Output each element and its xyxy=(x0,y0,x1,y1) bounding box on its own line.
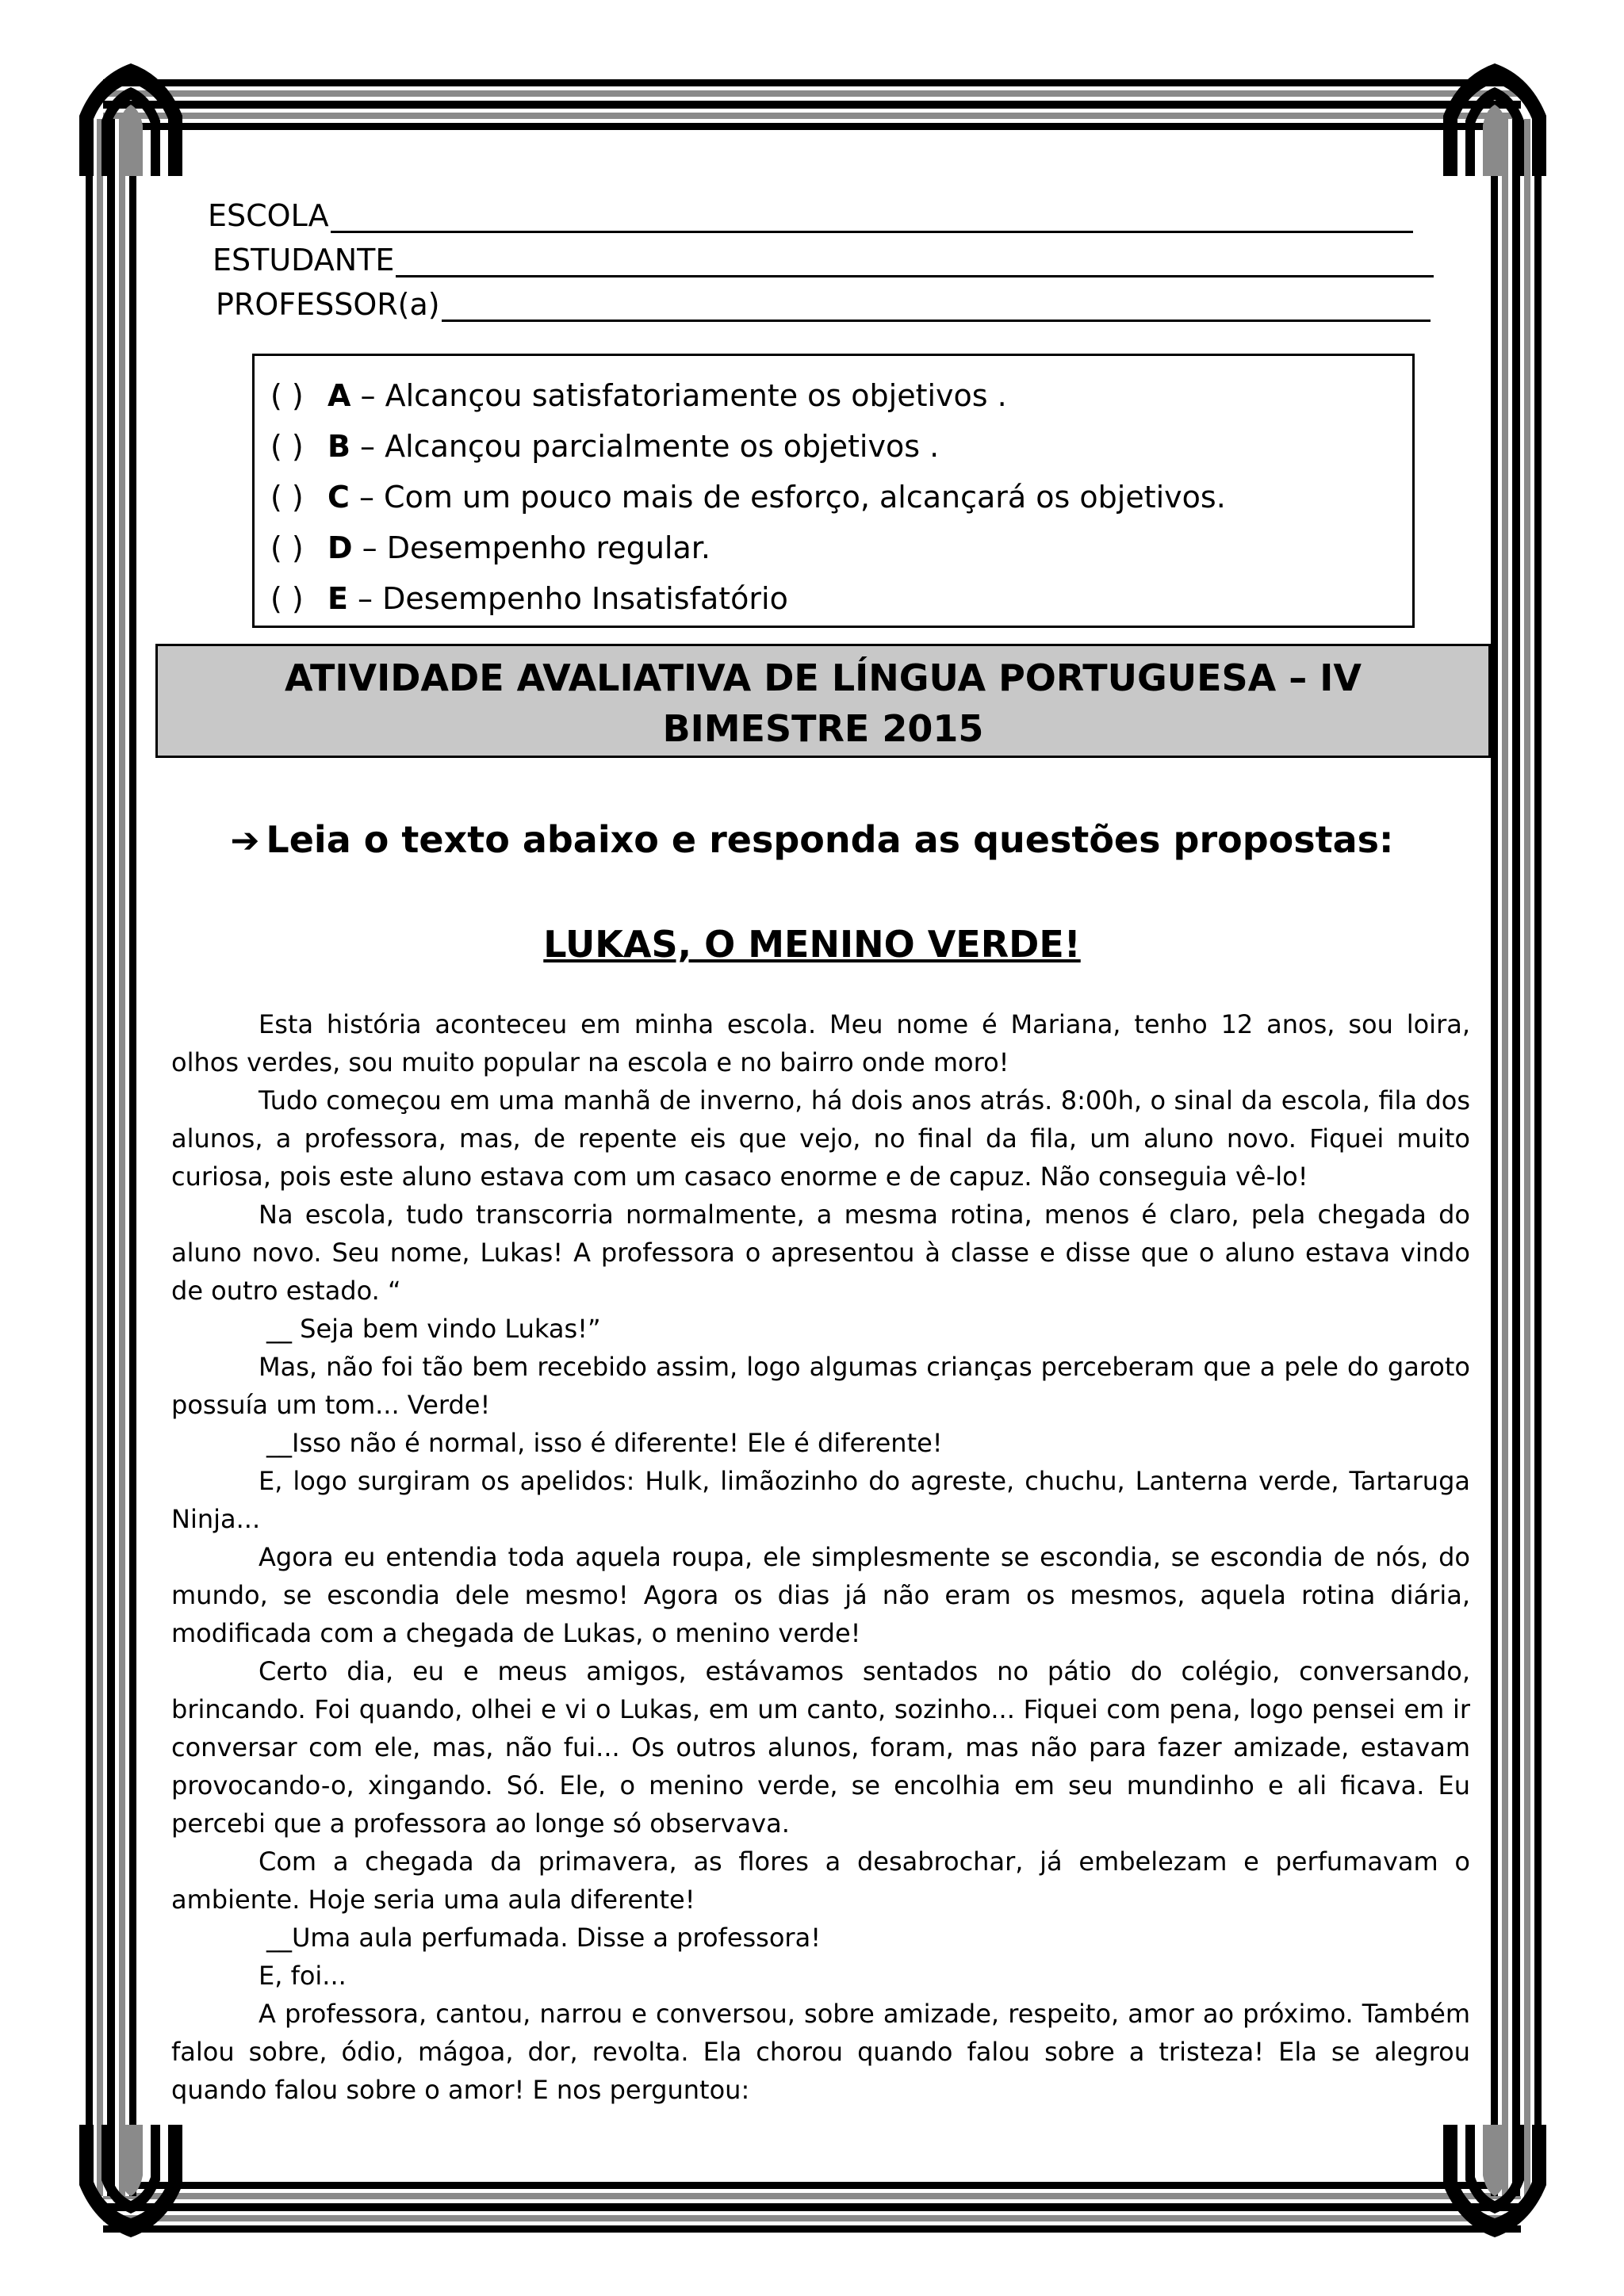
story-paragraph: Com a chegada da primavera, as flores a desabrochar, já embelezam e perfumavam o ambiente. Hoje seria uma aula diferente! xyxy=(171,1846,1470,1915)
school-field[interactable] xyxy=(208,198,1413,233)
grade-option-d[interactable] xyxy=(270,522,1412,573)
school-fill-line[interactable] xyxy=(331,204,1413,233)
grade-checkbox[interactable]: ( ) xyxy=(270,429,304,464)
story-paragraph: Mas, não foi tão bem recebido assim, logo algumas crianças perceberam que a pele do garoto possuía um tom... Verde! xyxy=(171,1352,1470,1420)
instruction-text: Leia o texto abaixo e responda as questões propostas: xyxy=(266,818,1394,861)
activity-title-box xyxy=(155,644,1491,758)
grade-letter: D xyxy=(327,530,353,565)
grade-option-e[interactable] xyxy=(270,573,1412,624)
story-title: LUKAS, O MENINO VERDE! xyxy=(543,923,1081,966)
frame-right-border xyxy=(1491,119,1542,2196)
story-dialogue: __Isso não é normal, isso é diferente! Ele é diferente! xyxy=(266,1428,943,1458)
school-label: ESCOLA xyxy=(208,198,329,233)
activity-title-line2: BIMESTRE 2015 xyxy=(662,707,984,750)
activity-title-line1: ATIVIDADE AVALIATIVA DE LÍNGUA PORTUGUESA – IV xyxy=(284,656,1362,699)
grade-checkbox[interactable]: ( ) xyxy=(270,581,304,616)
story-dialogue: __ Seja bem vindo Lukas!” xyxy=(266,1314,601,1344)
student-field[interactable] xyxy=(213,243,1434,277)
frame-bottom-border xyxy=(103,2182,1521,2233)
story-paragraph: E, foi... xyxy=(259,1961,347,1991)
grade-checkbox[interactable]: ( ) xyxy=(270,378,304,413)
grade-checkbox[interactable]: ( ) xyxy=(270,530,304,565)
grade-description: – Desempenho Insatisfatório xyxy=(347,581,788,616)
frame-corner-ornament-bottom-left xyxy=(71,2122,190,2241)
grade-option-b[interactable] xyxy=(270,421,1412,472)
story-body xyxy=(171,1005,1470,2109)
story-paragraph: Na escola, tudo transcorria normalmente, a mesma rotina, menos é claro, pela chegada do aluno novo. Seu nome, Lukas! A professora o apresentou à classe e disse que o aluno estava vindo de outro estado. “ xyxy=(171,1200,1470,1306)
right-arrow-icon: ➔ xyxy=(230,821,260,861)
grade-options-box xyxy=(252,354,1415,628)
frame-top-border xyxy=(103,79,1521,130)
grade-description: – Com um pouco mais de esforço, alcançará os objetivos. xyxy=(349,480,1226,515)
teacher-fill-line[interactable] xyxy=(442,293,1431,322)
grade-option-a[interactable] xyxy=(270,370,1412,421)
frame-left-border xyxy=(86,119,136,2196)
story-paragraph: A professora, cantou, narrou e conversou, sobre amizade, respeito, amor ao próximo. Também falou sobre, ódio, mágoa, dor, revolta. Ela chorou quando falou sobre a tristeza! Ela se alegrou quando falou sobre o amor! E nos perguntou: xyxy=(171,1999,1470,2105)
instruction xyxy=(0,818,1624,861)
grade-description: – Desempenho regular. xyxy=(352,530,710,565)
grade-checkbox[interactable]: ( ) xyxy=(270,480,304,515)
grade-option-c[interactable] xyxy=(270,472,1412,522)
teacher-label: PROFESSOR(a) xyxy=(216,287,440,322)
grade-letter: A xyxy=(327,378,351,413)
grade-letter: E xyxy=(327,581,348,616)
student-label: ESTUDANTE xyxy=(213,243,395,277)
story-dialogue: __Uma aula perfumada. Disse a professora! xyxy=(266,1923,822,1953)
grade-letter: B xyxy=(327,429,350,464)
grade-description: – Alcançou satisfatoriamente os objetivos . xyxy=(350,378,1007,413)
teacher-field[interactable] xyxy=(216,287,1431,322)
student-fill-line[interactable] xyxy=(396,248,1434,277)
frame-corner-ornament-bottom-right xyxy=(1435,2122,1554,2241)
story-paragraph: Esta história aconteceu em minha escola. Meu nome é Mariana, tenho 12 anos, sou loira, olhos verdes, sou muito popular na escola e no bairro onde moro! xyxy=(171,1009,1470,1077)
story-paragraph: Certo dia, eu e meus amigos, estávamos sentados no pátio do colégio, conversando, brincando. Foi quando, olhei e vi o Lukas, em um canto, sozinho... Fiquei com pena, logo pensei em ir conversar com ele, mas, não fui... Os outros alunos, foram, mas não para fazer amizade, estavam provocando-o, xingando. Só. Ele, o menino verde, se encolhia em seu mundinho e ali ficava. Eu percebi que a professora ao longe só observava. xyxy=(171,1656,1470,1839)
grade-description: – Alcançou parcialmente os objetivos . xyxy=(350,429,940,464)
story-paragraph: E, logo surgiram os apelidos: Hulk, limãozinho do agreste, chuchu, Lanterna verde, Tartaruga Ninja... xyxy=(171,1466,1470,1534)
frame-corner-ornament-top-left xyxy=(71,60,190,179)
story-paragraph: Tudo começou em uma manhã de inverno, há dois anos atrás. 8:00h, o sinal da escola, fila dos alunos, a professora, mas, de repente eis que vejo, no final da fila, um aluno novo. Fiquei muito curiosa, pois este aluno estava com um casaco enorme e de capuz. Não conseguia vê-lo! xyxy=(171,1085,1470,1192)
frame-corner-ornament-top-right xyxy=(1435,60,1554,179)
story-paragraph: Agora eu entendia toda aquela roupa, ele simplesmente se escondia, se escondia de nós, do mundo, se escondia dele mesmo! Agora os dias já não eram os mesmos, aquela rotina diária, modificada com a chegada de Lukas, o menino verde! xyxy=(171,1542,1470,1648)
grade-letter: C xyxy=(327,480,350,515)
